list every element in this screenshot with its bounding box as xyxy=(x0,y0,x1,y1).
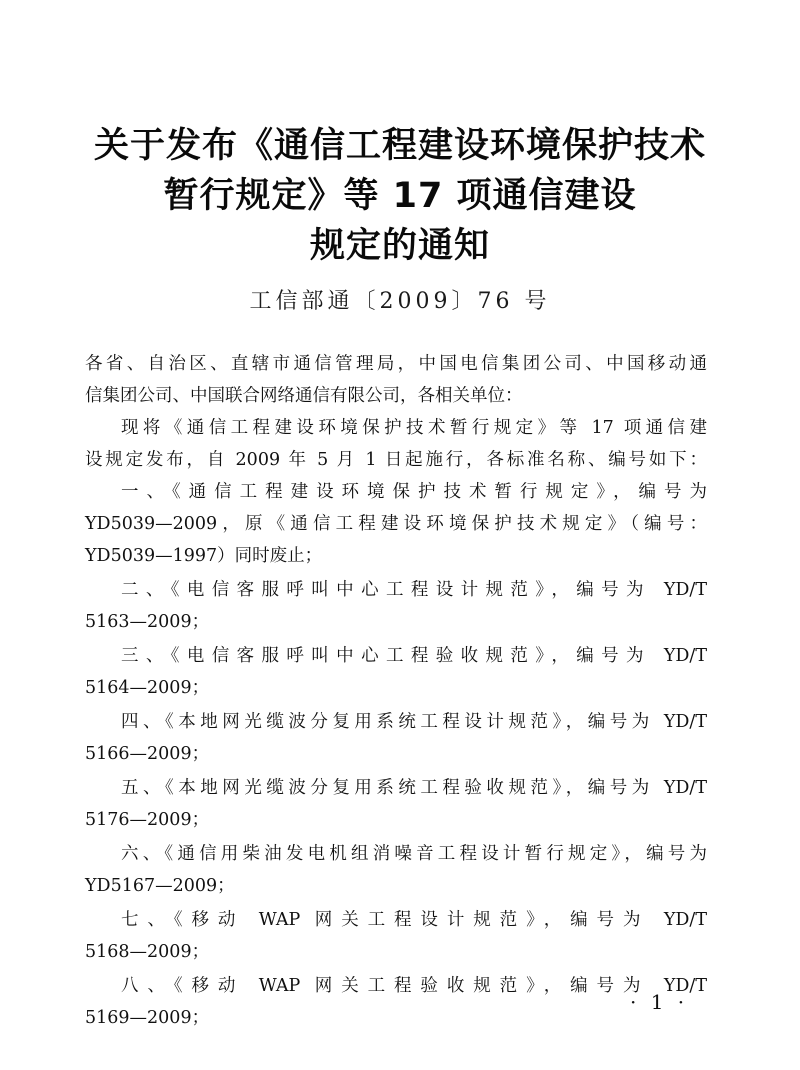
body-line: YD5039—1997）同时废止； xyxy=(85,546,323,566)
body-line: 设规定发布，自 2009 年 5 月 1 日起施行，各标准名称、编号如下： xyxy=(85,450,707,470)
body-line: 5163—2009； xyxy=(85,612,210,632)
body-line: 二、《电信客服呼叫中心工程设计规范》，编号为 YD/T xyxy=(121,580,707,600)
body-line: 七、《移动 WAP 网关工程设计规范》，编号为 YD/T xyxy=(121,910,707,930)
document-number: 工信部通〔2009〕76 号 xyxy=(249,289,551,314)
body-line: 5166—2009； xyxy=(85,744,210,764)
body-line: 四、《本地网光缆波分复用系统工程设计规范》，编号为 YD/T xyxy=(121,712,707,732)
body-line: 5164—2009； xyxy=(85,678,210,698)
body-line: YD5039—2009，原《通信工程建设环境保护技术规定》（编号： xyxy=(85,514,707,534)
page-number: · 1 · xyxy=(630,990,689,1014)
title-line-2: 暂行规定》等 17 项通信建设 xyxy=(163,176,637,216)
body-line: 五、《本地网光缆波分复用系统工程验收规范》，编号为 YD/T xyxy=(121,778,707,798)
body-line: 5168—2009； xyxy=(85,942,210,962)
body-line: 六、《通信用柴油发电机组消噪音工程设计暂行规定》，编号为 xyxy=(121,844,707,864)
body-line: 信集团公司、中国联合网络通信有限公司，各相关单位： xyxy=(85,386,523,406)
body-line: 一、《通信工程建设环境保护技术暂行规定》，编号为 xyxy=(121,482,707,502)
body-line: YD5167—2009； xyxy=(85,876,235,896)
title-line-1: 关于发布《通信工程建设环境保护技术 xyxy=(93,126,706,166)
body-line: 现将《通信工程建设环境保护技术暂行规定》等 17 项通信建 xyxy=(121,418,707,438)
body-line: 三、《电信客服呼叫中心工程验收规范》，编号为 YD/T xyxy=(121,646,707,666)
body-line: 八、《移动 WAP 网关工程验收规范》，编号为 YD/T xyxy=(121,976,707,996)
body-line: 5169—2009； xyxy=(85,1008,210,1028)
body-line: 各省、自治区、直辖市通信管理局，中国电信集团公司、中国移动通 xyxy=(85,354,707,374)
body-line: 5176—2009； xyxy=(85,810,210,830)
title-line-3: 规定的通知 xyxy=(309,226,490,266)
